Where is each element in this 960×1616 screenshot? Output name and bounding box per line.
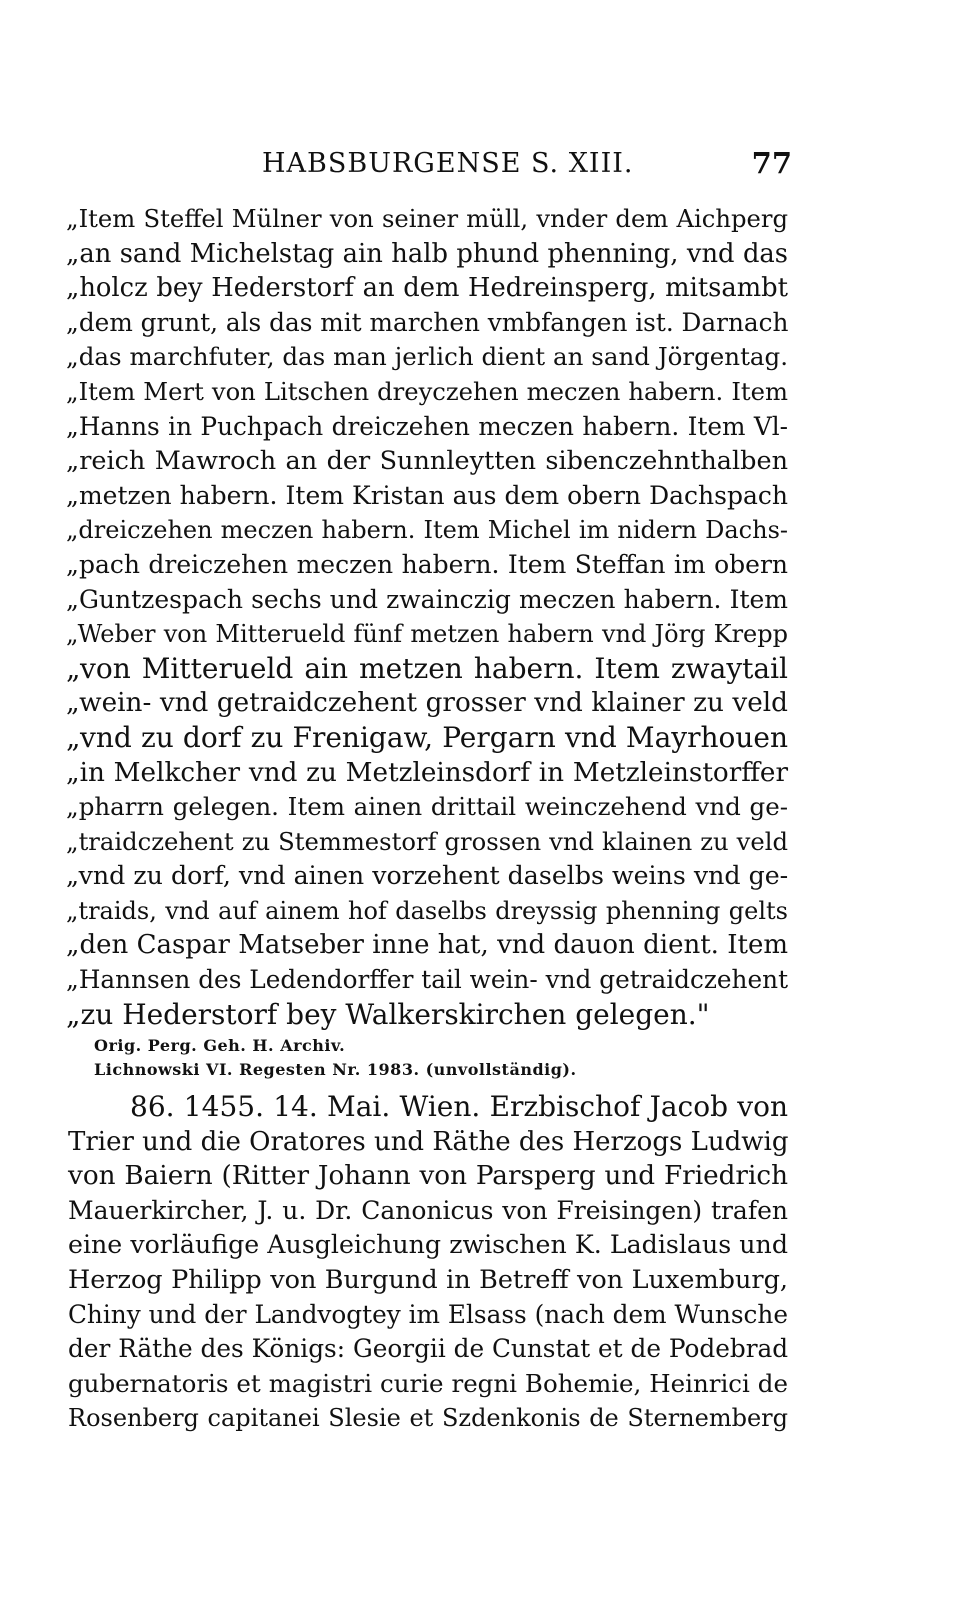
entry-line: gubernatoris et magistri curie regni Bohemie, Heinrici de xyxy=(68,1368,788,1398)
quote-line: „den Caspar Matseber inne hat, vnd dauon dient. Item xyxy=(66,930,788,961)
quote-line: „in Melkcher vnd zu Metzleinsdorf in Metzleinstorffer xyxy=(66,757,788,788)
quote-line: „Weber von Mitterueld fünf metzen habern vnd Jörg Krepp xyxy=(66,620,788,649)
entry-line: von Baiern (Ritter Johann von Parsperg und Friedrich xyxy=(68,1161,788,1192)
quote-line: „metzen habern. Item Kristan aus dem obern Dachspach xyxy=(66,480,788,510)
quote-line: „reich Mawroch an der Sunnleytten sibenczehnthalben xyxy=(66,446,788,477)
running-head xyxy=(262,148,792,188)
entry-line: der Räthe des Königs: Georgii de Cunstat et de Podebrad xyxy=(68,1334,789,1364)
quote-line: „dreiczehen meczen habern. Item Michel im nidern Dachs- xyxy=(66,516,788,545)
quote-line: „Item Steffel Mülner von seiner müll, vnder dem Aichperg xyxy=(66,204,788,233)
quote-line: „pach dreiczehen meczen habern. Item Steffan im obern xyxy=(66,549,788,579)
quoted-charter-text xyxy=(66,202,788,1032)
quote-line: „Guntzespach sechs und zwainczig meczen habern. Item xyxy=(66,584,788,614)
entry-line: Trier und die Oratores und Räthe des Herzogs Ludwig xyxy=(68,1126,789,1157)
quote-line: „traidczehent zu Stemmestorf grossen vnd klainen zu veld xyxy=(66,826,788,856)
quote-line: „Item Mert von Litschen dreyczehen meczen habern. Item xyxy=(66,376,788,406)
entry-line: Chiny und der Landvogtey im Elsass (nach dem Wunsche xyxy=(68,1299,788,1329)
quote-line: „holcz bey Hederstorf an dem Hedreinsperg, mitsambt xyxy=(66,273,788,304)
entry-line: Rosenberg capitanei Slesie et Szdenkonis de Sternemberg xyxy=(68,1404,788,1433)
entry-line: Herzog Philipp von Burgund in Betreff von Luxemburg, xyxy=(68,1264,788,1295)
quote-line: „das marchfuter, das man jerlich dient an sand Jörgentag. xyxy=(66,342,788,372)
quote-line: „traids, vnd auf ainem hof daselbs dreyssig phenning gelts xyxy=(66,896,788,925)
entry-line: eine vorläufige Ausgleichung zwischen K. Ladislaus und xyxy=(68,1230,788,1260)
source-notes xyxy=(94,1034,694,1082)
quote-line: „vnd zu dorf zu Frenigaw, Pergarn vnd Mayrhouen xyxy=(66,720,788,754)
quote-line: „Hannsen des Ledendorffer tail wein- vnd getraidczehent xyxy=(66,965,789,995)
quote-line: „Hanns in Puchpach dreiczehen meczen habern. Item Vl- xyxy=(66,411,788,441)
page-number: 77 xyxy=(751,146,792,180)
regest-entry-86 xyxy=(68,1090,788,1436)
source-note: Lichnowski VI. Regesten Nr. 1983. (unvollständig). xyxy=(94,1060,577,1079)
quote-line: „vnd zu dorf, vnd ainen vorzehent daselbs weins vnd ge- xyxy=(66,861,789,891)
quote-line: „pharrn gelegen. Item ainen drittail weinczehend vnd ge- xyxy=(66,792,788,822)
quote-line: „dem grunt, als das mit marchen vmbfangen ist. Darnach xyxy=(66,307,789,337)
quote-line: „wein- vnd getraidczehent grosser vnd klainer zu veld xyxy=(66,688,788,719)
quote-line: „von Mitterueld ain metzen habern. Item zwaytail xyxy=(66,651,788,685)
quote-line: „zu Hederstorf bey Walkerskirchen gelegen." xyxy=(66,997,710,1031)
running-title: HABSBURGENSE S. XIII. xyxy=(262,148,634,179)
entry-line: 86. 1455. 14. Mai. Wien. Erzbischof Jacob von xyxy=(130,1090,788,1123)
entry-line: Mauerkircher, J. u. Dr. Canonicus von Freisingen) trafen xyxy=(68,1195,788,1225)
source-note: Orig. Perg. Geh. H. Archiv. xyxy=(94,1036,346,1055)
quote-line: „an sand Michelstag ain halb phund phenning, vnd das xyxy=(66,238,788,269)
